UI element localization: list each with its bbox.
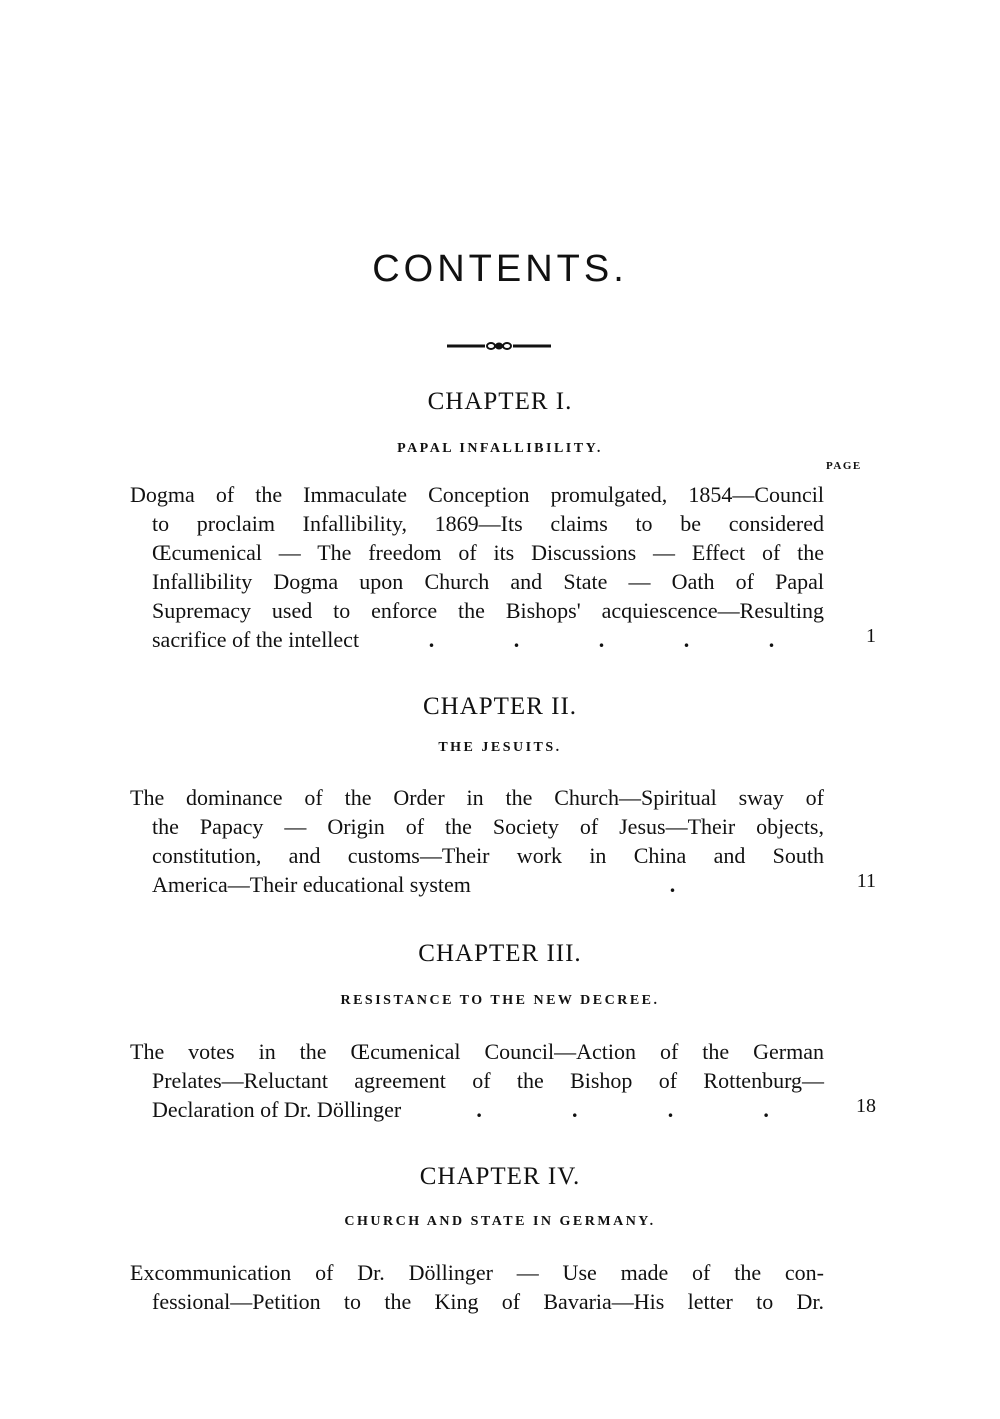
summary-line: sacrifice of the intellect — [152, 627, 360, 652]
chapter-1-page-number: 1 — [866, 625, 876, 647]
summary-line: Œcumenical — The freedom of its Discussions — Effect of the — [152, 540, 824, 565]
page-column-label: PAGE — [826, 460, 862, 472]
leader-dot: . — [667, 1097, 674, 1122]
chapter-4-summary — [130, 1258, 824, 1316]
leader-dot: . — [476, 1097, 482, 1122]
summary-line: the Papacy — Origin of the Society of Jesus—Their objects, — [152, 814, 824, 839]
chapter-3-heading: CHAPTER III. — [418, 940, 582, 967]
leader-dot: . — [513, 627, 520, 652]
dot-leaders — [401, 1095, 824, 1124]
leader-dot: . — [683, 627, 690, 652]
chapter-3-summary — [130, 1037, 824, 1124]
chapter-2-subtitle: THE JESUITS. — [438, 740, 562, 755]
summary-last-line — [130, 870, 824, 899]
chapter-2-heading: CHAPTER II. — [422, 693, 578, 720]
chapter-3-page-number: 18 — [856, 1095, 876, 1117]
summary-line: The votes in the Œcumenical Council—Action of the German — [130, 1039, 824, 1064]
chapter-4-heading: CHAPTER IV. — [419, 1163, 581, 1190]
chapter-1-heading: CHAPTER I. — [427, 388, 573, 415]
summary-line: to proclaim Infallibility, 1869—Its claims to be considered — [152, 511, 824, 536]
dot-leaders — [359, 625, 824, 654]
chapter-4-subtitle: CHURCH AND STATE IN GERMANY. — [344, 1214, 656, 1229]
ornament-rule-icon — [447, 340, 551, 352]
summary-line: Infallibility Dogma upon Church and State — Oath of Papal — [152, 569, 824, 594]
summary-line: America—Their educational system — [152, 872, 471, 897]
summary-last-line — [130, 625, 824, 654]
leader-dot: . — [669, 872, 676, 897]
summary-last-line — [130, 1095, 824, 1124]
dot-leaders — [471, 870, 824, 899]
chapter-3-subtitle: RESISTANCE TO THE NEW DECREE. — [340, 993, 660, 1008]
chapter-2-summary — [130, 783, 824, 899]
summary-line: Excommunication of Dr. Döllinger — Use made of the con- — [130, 1260, 824, 1285]
leader-dot: . — [428, 627, 435, 652]
chapter-1-summary — [130, 480, 824, 654]
summary-line: Supremacy used to enforce the Bishops' acquiescence—Resulting — [152, 598, 824, 623]
leader-dot: . — [763, 1097, 769, 1122]
summary-line: Prelates—Reluctant agreement of the Bishop of Rottenburg— — [152, 1068, 824, 1093]
summary-line: constitution, and customs—Their work in China and South — [152, 843, 824, 868]
chapter-1-subtitle: PAPAL INFALLIBILITY. — [397, 441, 603, 456]
contents-title: CONTENTS. — [372, 248, 628, 290]
summary-line: The dominance of the Order in the Church—Spiritual sway of — [130, 785, 824, 810]
chapter-2-page-number: 11 — [856, 870, 876, 892]
summary-line: Dogma of the Immaculate Conception promulgated, 1854—Council — [130, 482, 824, 507]
leader-dot: . — [768, 627, 775, 652]
summary-line: fessional—Petition to the King of Bavaria—His letter to Dr. — [152, 1289, 824, 1314]
leader-dot: . — [598, 627, 605, 652]
summary-line: Declaration of Dr. Döllinger — [152, 1097, 402, 1122]
leader-dot: . — [572, 1097, 578, 1122]
